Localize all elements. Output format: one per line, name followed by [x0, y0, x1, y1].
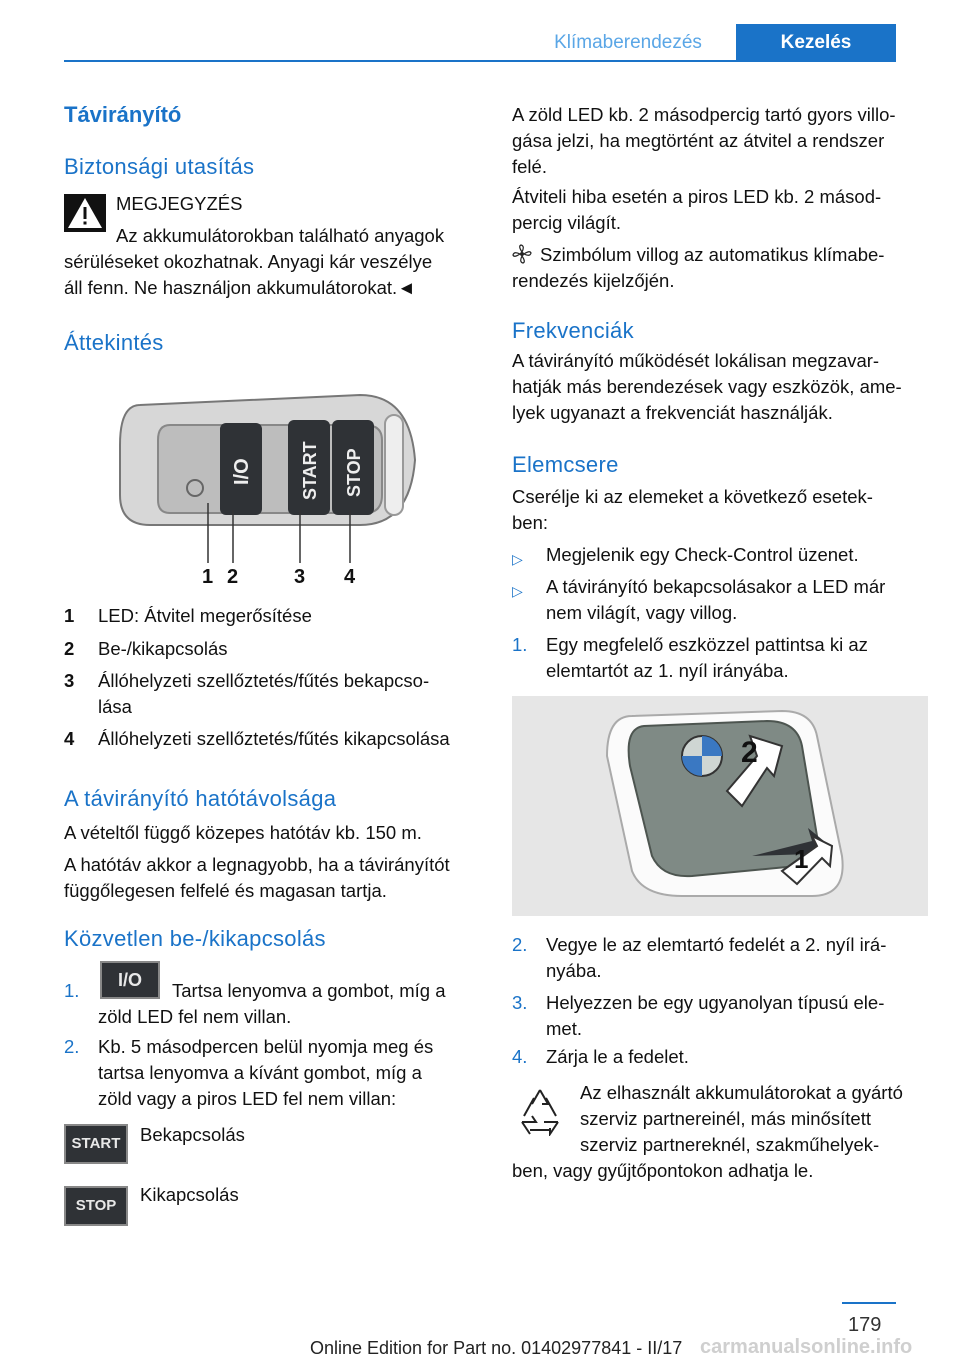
- stop-button-icon: STOP: [64, 1186, 128, 1226]
- led-text: felé.: [512, 156, 547, 177]
- note-line: Az akkumulátorokban található anyagok: [116, 225, 445, 246]
- legend-num: 4: [64, 728, 75, 749]
- step-text: elemtartót az 1. nyíl irányába.: [546, 660, 789, 681]
- led-text: A zöld LED kb. 2 másodpercig tartó gyors villo-: [512, 104, 896, 125]
- bullet-text: Megjelenik egy Check-Control üzenet.: [546, 544, 859, 565]
- step-number: 4.: [512, 1046, 528, 1067]
- bullet-marker: ▷: [512, 551, 523, 567]
- step-number: 1.: [512, 634, 528, 655]
- legend-text: Állóhelyzeti szellőztetés/fűtés bekapcso-: [98, 670, 430, 691]
- start-button-icon: START: [64, 1124, 128, 1164]
- note-label: MEGJEGYZÉS: [116, 193, 243, 214]
- legend-text: LED: Átvitel megerősítése: [98, 605, 312, 626]
- page-number: 179: [848, 1314, 882, 1336]
- key-fob-illustration: [110, 385, 430, 590]
- step-text: nyába.: [546, 960, 602, 981]
- legend-text: Be-/kikapcsolás: [98, 638, 228, 659]
- note-line: sérüléseket okozhatnak. Anyagi kár veszélye: [64, 251, 433, 272]
- svg-text:2: 2: [227, 566, 239, 588]
- recycle-icon: [514, 1084, 566, 1136]
- step-text: Helyezzen be egy ugyanolyan típusú ele-: [546, 992, 885, 1013]
- recycle-text: ben, vagy gyűjtőpontokon adhatja le.: [512, 1160, 814, 1181]
- note-line: áll fenn. Ne használjon akkumulátorokat.◄: [64, 277, 416, 298]
- overview-heading: Áttekintés: [64, 330, 164, 355]
- svg-text:4: 4: [344, 566, 356, 588]
- step-number: 1.: [64, 980, 80, 1001]
- svg-text:2: 2: [741, 736, 758, 769]
- range-text: függőlegesen felfelé és magasan tartja.: [64, 880, 387, 901]
- footer-rule: [842, 1302, 896, 1304]
- freq-text: lyek ugyanazt a frekvenciát használják.: [512, 402, 833, 423]
- symbol-text: rendezés kijelzőjén.: [512, 270, 675, 291]
- header-rule: [64, 60, 896, 62]
- battery-text: ben:: [512, 512, 549, 533]
- symbol-text: Szimbólum villog az automatikus klímabe-: [540, 244, 885, 265]
- footer-edition: Online Edition for Part no. 01402977841 - II/17: [310, 1338, 683, 1358]
- start-text: Bekapcsolás: [140, 1124, 245, 1145]
- svg-text:1: 1: [794, 844, 809, 874]
- freq-text: A távirányító működését lokálisan megzavar-: [512, 350, 880, 371]
- legend-num: 2: [64, 638, 75, 659]
- led-text: gása jelzi, ha megtörtént az átvitel a rendszer: [512, 130, 885, 151]
- io-button-icon: I/O: [100, 961, 160, 999]
- step-text: Egy megfelelő eszközzel pattintsa ki az: [546, 634, 868, 655]
- step-text: Vegye le az elemtartó fedelét a 2. nyíl irá-: [546, 934, 887, 955]
- bullet-text: A távirányító bekapcsolásakor a LED már: [546, 576, 886, 597]
- direct-heading: Közvetlen be-/kikapcsolás: [64, 926, 326, 951]
- step-text: zöld LED fel nem villan.: [98, 1006, 292, 1027]
- svg-text:STOP: STOP: [344, 448, 364, 497]
- bullet-text: nem világít, vagy villog.: [546, 602, 738, 623]
- safety-heading: Biztonsági utasítás: [64, 154, 255, 179]
- svg-text:3: 3: [294, 566, 306, 588]
- step-text: Kb. 5 másodpercen belül nyomja meg és: [98, 1036, 434, 1057]
- error-text: Átviteli hiba esetén a piros LED kb. 2 másod-: [512, 186, 882, 207]
- warning-icon: [64, 194, 106, 232]
- range-text: A vételtől függő közepes hatótáv kb. 150 m.: [64, 822, 422, 843]
- step-text: tartsa lenyomva a kívánt gombot, míg a: [98, 1062, 422, 1083]
- legend-text: Állóhelyzeti szellőztetés/fűtés kikapcsolása: [98, 728, 450, 749]
- step-number: 2.: [64, 1036, 80, 1057]
- fan-symbol-icon: [512, 244, 532, 264]
- svg-text:START: START: [300, 441, 320, 500]
- svg-text:1: 1: [202, 566, 214, 588]
- recycle-text: Az elhasznált akkumulátorokat a gyártó: [580, 1082, 903, 1103]
- svg-text:I/O: I/O: [231, 458, 253, 485]
- step-text: Tartsa lenyomva a gombot, míg a: [172, 980, 446, 1001]
- recycle-text: szerviz partnereinél, más minősített: [580, 1108, 871, 1129]
- step-number: 2.: [512, 934, 528, 955]
- range-text: A hatótáv akkor a legnagyobb, ha a távirányítót: [64, 854, 450, 875]
- step-text: met.: [546, 1018, 582, 1039]
- page-title: Távirányító: [64, 102, 182, 127]
- recycle-text: szerviz partnereknél, szakműhelyek-: [580, 1134, 880, 1155]
- freq-text: hatják más berendezések vagy eszközök, ame-: [512, 376, 902, 397]
- freq-heading: Frekvenciák: [512, 318, 634, 343]
- legend-num: 3: [64, 670, 75, 691]
- stop-text: Kikapcsolás: [140, 1184, 239, 1205]
- battery-text: Cserélje ki az elemeket a következő esetek-: [512, 486, 873, 507]
- error-text: percig világít.: [512, 212, 621, 233]
- step-text: Zárja le a fedelet.: [546, 1046, 689, 1067]
- step-text: zöld vagy a piros LED fel nem villan:: [98, 1088, 397, 1109]
- header-section-tab[interactable]: Klímaberendezés: [554, 32, 702, 53]
- battery-illustration: [512, 696, 928, 916]
- watermark: carmanualsonline.info: [700, 1336, 913, 1358]
- header-active-tab[interactable]: Kezelés: [736, 24, 896, 62]
- range-heading: A távirányító hatótávolsága: [64, 786, 337, 811]
- battery-heading: Elemcsere: [512, 452, 619, 477]
- bullet-marker: ▷: [512, 583, 523, 599]
- legend-num: 1: [64, 605, 75, 626]
- step-number: 3.: [512, 992, 528, 1013]
- legend-text: lása: [98, 696, 132, 717]
